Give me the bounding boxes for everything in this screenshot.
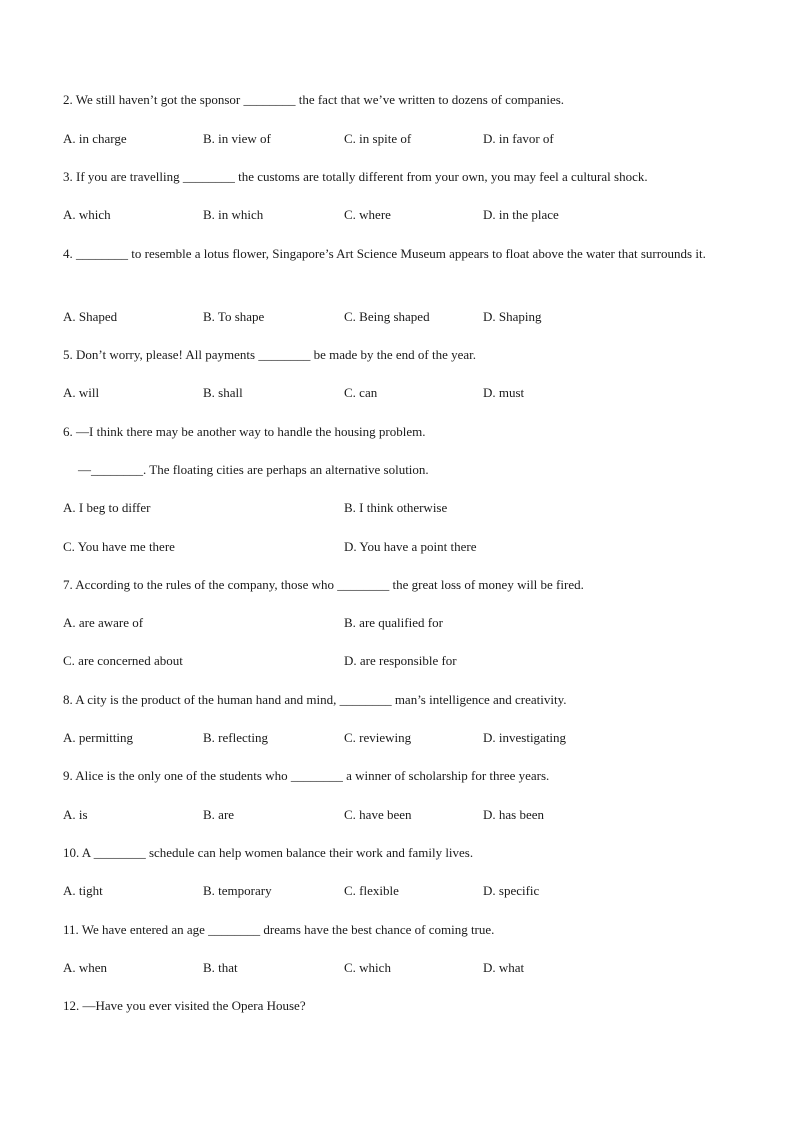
question-6-option-d[interactable]: D. You have a point there (344, 539, 477, 554)
question-10-option-c[interactable]: C. flexible (344, 883, 399, 898)
question-2-option-d[interactable]: D. in favor of (483, 131, 554, 146)
question-8-option-a[interactable]: A. permitting (63, 730, 134, 745)
question-10-option-a[interactable]: A. tight (63, 883, 103, 898)
question-11-option-d[interactable]: D. what (483, 960, 525, 975)
question-5-option-a[interactable]: A. will (63, 385, 100, 400)
question-11-option-c[interactable]: C. which (344, 960, 391, 975)
question-6-text: 6. —I think there may be another way to handle the housing problem. (63, 424, 426, 439)
question-11-option-b[interactable]: B. that (203, 960, 238, 975)
question-3-option-c[interactable]: C. where (344, 207, 391, 222)
question-4-option-c[interactable]: C. Being shaped (344, 309, 430, 324)
question-10-text: 10. A ________ schedule can help women balance their work and family lives. (63, 845, 474, 860)
question-10-option-d[interactable]: D. specific (483, 883, 540, 898)
question-11-option-a[interactable]: A. when (63, 960, 108, 975)
question-6-option-c[interactable]: C. You have me there (63, 539, 175, 554)
question-3-text: 3. If you are travelling ________ the customs are totally different from your own, you may feel a cultural shock. (63, 169, 648, 184)
question-8-option-b[interactable]: B. reflecting (203, 730, 268, 745)
question-4-option-a[interactable]: A. Shaped (63, 309, 118, 324)
question-3-option-d[interactable]: D. in the place (483, 207, 559, 222)
question-11-text: 11. We have entered an age ________ dreams have the best chance of coming true. (63, 922, 495, 937)
question-9-text: 9. Alice is the only one of the students who ________ a winner of scholarship for three years. (63, 768, 550, 783)
question-6-option-a[interactable]: A. I beg to differ (63, 500, 151, 515)
question-5-option-c[interactable]: C. can (344, 385, 378, 400)
question-3-option-a[interactable]: A. which (63, 207, 111, 222)
question-9-option-b[interactable]: B. are (203, 807, 235, 822)
question-7-option-c[interactable]: C. are concerned about (63, 653, 183, 668)
question-7-text: 7. According to the rules of the company, those who ________ the great loss of money will be fired. (63, 577, 584, 592)
question-5-option-b[interactable]: B. shall (203, 385, 243, 400)
question-12-text: 12. —Have you ever visited the Opera House? (63, 998, 306, 1013)
question-4-text: 4. ________ to resemble a lotus flower, Singapore’s Art Science Museum appears to float above the water that surrounds it. (63, 246, 706, 261)
question-7-option-b[interactable]: B. are qualified for (344, 615, 443, 630)
question-4-option-b[interactable]: B. To shape (203, 309, 265, 324)
question-5-option-d[interactable]: D. must (483, 385, 525, 400)
question-2-option-a[interactable]: A. in charge (63, 131, 127, 146)
question-9-option-c[interactable]: C. have been (344, 807, 412, 822)
question-10-option-b[interactable]: B. temporary (203, 883, 272, 898)
question-4-option-d[interactable]: D. Shaping (483, 309, 542, 324)
question-8-option-c[interactable]: C. reviewing (344, 730, 412, 745)
question-7-option-a[interactable]: A. are aware of (63, 615, 144, 630)
question-6-reply: —________. The floating cities are perhaps an alternative solution. (78, 462, 429, 477)
question-8-option-d[interactable]: D. investigating (483, 730, 567, 745)
question-5-text: 5. Don’t worry, please! All payments ________ be made by the end of the year. (63, 347, 477, 362)
question-9-option-a[interactable]: A. is (63, 807, 88, 822)
question-9-option-d[interactable]: D. has been (483, 807, 545, 822)
question-3-option-b[interactable]: B. in which (203, 207, 264, 222)
question-2-option-c[interactable]: C. in spite of (344, 131, 412, 146)
question-7-option-d[interactable]: D. are responsible for (344, 653, 457, 668)
question-6-option-b[interactable]: B. I think otherwise (344, 500, 448, 515)
question-8-text: 8. A city is the product of the human hand and mind, ________ man’s intelligence and creativity. (63, 692, 567, 707)
question-2-text: 2. We still haven’t got the sponsor ________ the fact that we’ve written to dozens of companies. (63, 92, 565, 107)
question-2-option-b[interactable]: B. in view of (203, 131, 271, 146)
